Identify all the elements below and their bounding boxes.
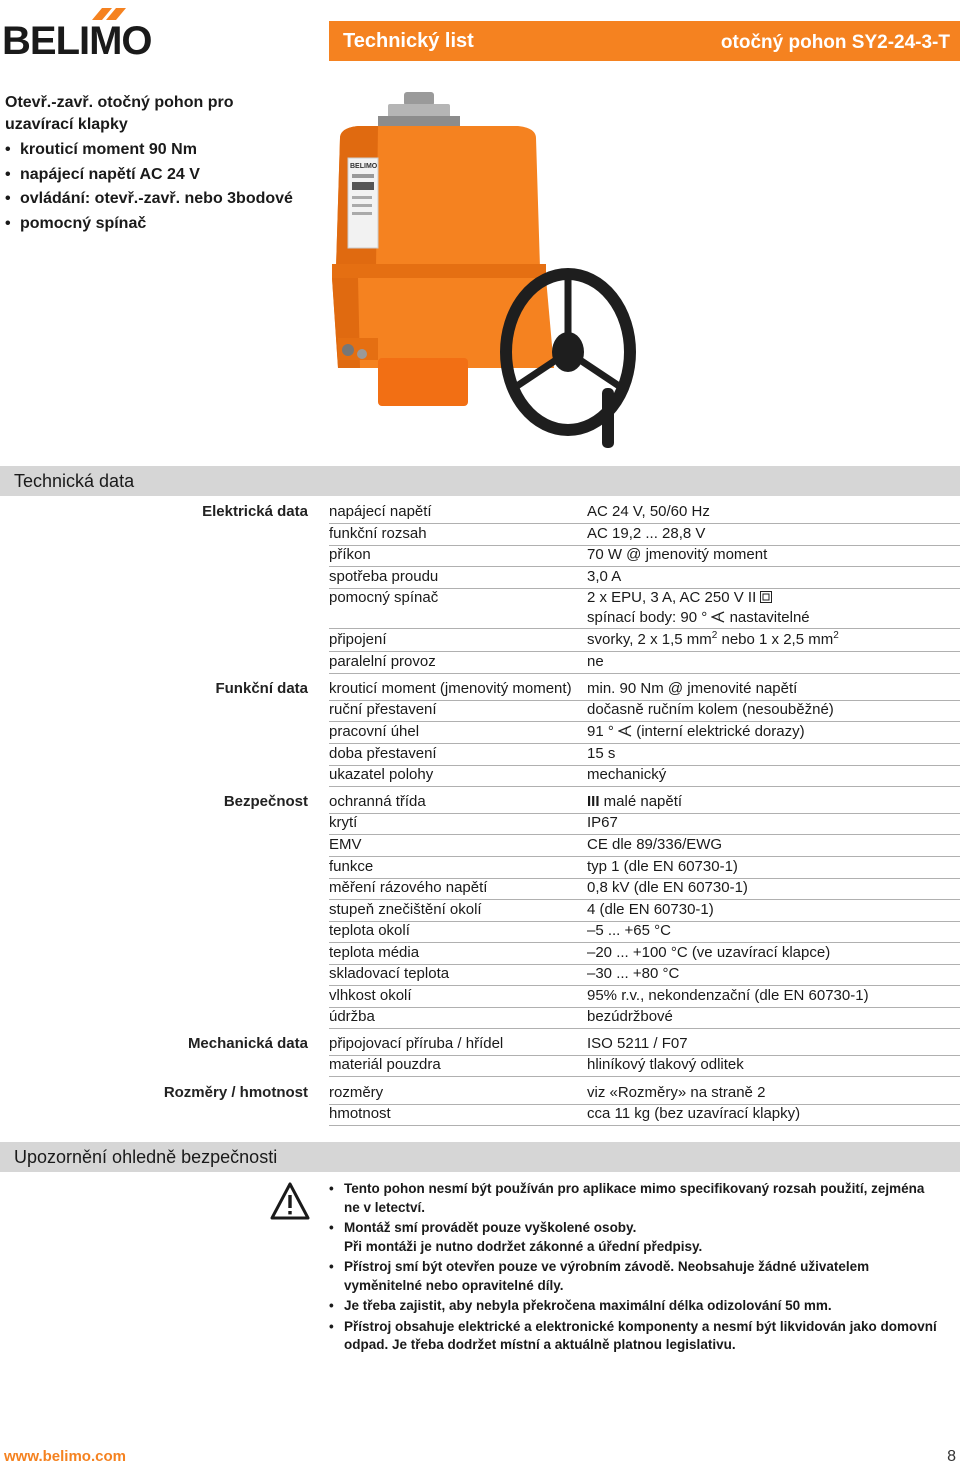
table-row: příkon 70 W @ jmenovitý moment xyxy=(329,545,960,567)
table-row: doba přestavení 15 s xyxy=(329,744,960,766)
list-item: • ovládání: otevř.-zavř. nebo 3bodové xyxy=(5,187,305,212)
table-row: spotřeba proudu 3,0 A xyxy=(329,567,960,589)
category-dimensions: Rozměry / hmotnost xyxy=(163,1084,308,1101)
double-insulation-icon xyxy=(760,591,772,603)
table-row: ukazatel polohy mechanický xyxy=(329,765,960,787)
table-row: připojovací příruba / hřídel ISO 5211 / F07 xyxy=(329,1034,960,1056)
list-item: • Je třeba zajistit, aby nebyla překročena maximální délka odizolování 50 mm. xyxy=(329,1297,960,1316)
table-row: EMV CE dle 89/336/EWG xyxy=(329,835,960,857)
header-bar xyxy=(329,21,960,61)
table-row: materiál pouzdra hliníkový tlakový odlitek xyxy=(329,1055,960,1077)
category-electrical: Elektrická data xyxy=(202,503,308,520)
footer-website-link[interactable]: www.belimo.com xyxy=(4,1448,126,1465)
list-item: • Tento pohon nesmí být používán pro aplikace mimo specifikovaný rozsah použití, zejména ne v letectví. xyxy=(329,1180,960,1217)
page-number: 8 xyxy=(947,1448,956,1465)
table-row: teplota okolí –5 ... +65 °C xyxy=(329,921,960,943)
table-row: skladovací teplota –30 ... +80 °C xyxy=(329,964,960,986)
table-row: napájecí napětí AC 24 V, 50/60 Hz xyxy=(329,502,960,524)
belimo-logo xyxy=(2,6,158,58)
table-row: krytí IP67 xyxy=(329,813,960,835)
table-row: hmotnost cca 11 kg (bez uzavírací klapky) xyxy=(329,1104,960,1126)
table-row: funkční rozsah AC 19,2 ... 28,8 V xyxy=(329,524,960,546)
logo-text: BELIMO xyxy=(2,19,152,58)
list-item: • pomocný spínač xyxy=(5,212,305,237)
table-row: měření rázového napětí 0,8 kV (dle EN 60730-1) xyxy=(329,878,960,900)
product-brand-label: BELIMO xyxy=(350,163,378,170)
table-row: krouticí moment (jmenovitý moment) min. 90 Nm @ jmenovité napětí xyxy=(329,679,960,701)
list-item: • napájecí napětí AC 24 V xyxy=(5,163,305,188)
tech-data-section-bar xyxy=(0,466,960,496)
table-row: rozměry viz «Rozměry» na straně 2 xyxy=(329,1083,960,1105)
table-row: ruční přestavení dočasně ručním kolem (nesouběžné) xyxy=(329,700,960,722)
feature-list xyxy=(5,138,305,236)
table-row: připojení svorky, 2 x 1,5 $mm^2$ nebo 1 x 2,5 $mm^2$ xyxy=(329,630,960,652)
category-mechanical: Mechanická data xyxy=(187,1035,308,1052)
table-row: stupeň znečištění okolí 4 (dle EN 60730-1) xyxy=(329,900,960,922)
list-item: • Přístroj smí být otevřen pouze ve výrobním závodě. Neobsahuje žádné uživatelem vyměnitelné nebo opravitelné díly. xyxy=(329,1258,960,1295)
table-row: ochranná třída III malé napětí xyxy=(329,792,960,814)
section-title: Technická data xyxy=(14,471,135,491)
safety-notes-section-bar xyxy=(0,1142,960,1172)
section-title: Upozornění ohledně bezpečnosti xyxy=(14,1147,278,1167)
table-row: teplota média –20 ... +100 °C (ve uzavírací klapce) xyxy=(329,943,960,965)
table-row: pracovní úhel 91 ° (interní elektrické dorazy) xyxy=(329,722,960,744)
angle-icon xyxy=(711,611,725,623)
category-functional: Funkční data xyxy=(215,680,308,697)
table-row: pomocný spínač 2 x EPU, 3 A, AC 250 V II spínací body: 90 ° nastavitelné xyxy=(329,588,960,629)
category-safety: Bezpečnost xyxy=(223,793,308,810)
angle-icon xyxy=(618,725,632,737)
warning-icon xyxy=(270,1181,310,1221)
table-row: funkce typ 1 (dle EN 60730-1) xyxy=(329,857,960,879)
intro-block xyxy=(5,92,305,236)
safety-notes-list xyxy=(329,1180,960,1357)
intro-title: Otevř.-zavř. otočný pohon pro uzavírací klapky xyxy=(5,94,234,133)
table-row: vlhkost okolí 95% r.v., nekondenzační (dle EN 60730-1) xyxy=(329,986,960,1008)
list-item: • Montáž smí provádět pouze vyškolené osoby. Při montáži je nutno dodržet zákonné a úřední předpisy. xyxy=(329,1219,960,1256)
doc-type: Technický list xyxy=(343,30,474,52)
list-item: • krouticí moment 90 Nm xyxy=(5,138,305,163)
list-item: • Přístroj obsahuje elektrické a elektronické komponenty a nesmí být likvidován jako domovní odpad. Je třeba dodržet místní a aktuálně platnou legislativu. xyxy=(329,1318,960,1355)
product-name: otočný pohon SY2-24-3-T xyxy=(720,32,950,53)
table-row: paralelní provoz ne xyxy=(329,652,960,674)
table-row: údržba bezúdržbové xyxy=(329,1007,960,1029)
product-image xyxy=(318,88,648,453)
